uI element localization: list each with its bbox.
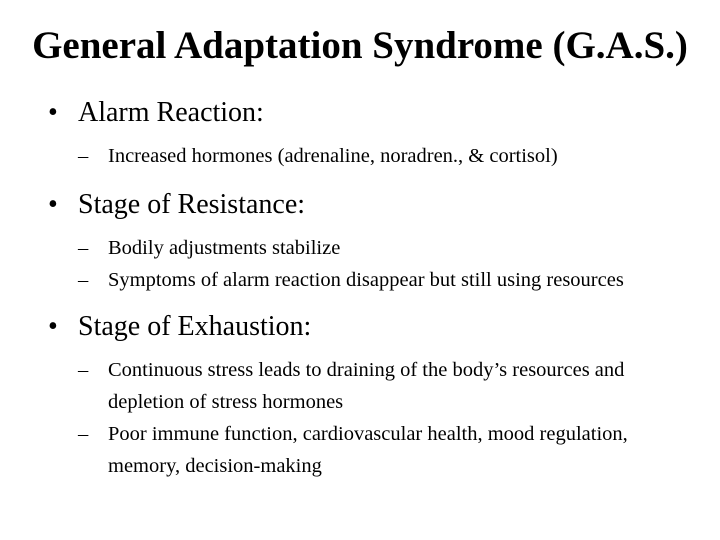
bullet-icon: • [48,311,58,342]
bullet-item [48,186,678,224]
sub-item [78,140,678,172]
sub-item [78,354,678,418]
dash-icon: – [78,145,89,167]
sub-list [78,140,678,172]
bullet-item [48,308,678,346]
section-alarm-reaction [48,94,678,172]
sub-list [78,232,678,296]
slide-title: General Adaptation Syndrome (G.A.S.) [32,24,688,67]
bullet-icon: • [48,97,58,128]
sub-item-text: Poor immune function, cardiovascular health, mood regulation, memory, decision-making [108,423,628,477]
sub-item [78,418,678,482]
dash-icon: – [78,237,89,259]
sub-item-text: Bodily adjustments stabilize [108,237,341,259]
dash-icon: – [78,359,89,381]
section-heading: Stage of Resistance: [78,189,306,220]
sub-item [78,232,678,264]
bullet-item [48,94,678,132]
sub-item-text: Increased hormones (adrenaline, noradren., & cortisol) [108,145,558,167]
section-heading: Alarm Reaction: [78,97,264,128]
sub-item [78,264,678,296]
sub-item-text: Continuous stress leads to draining of the body’s resources and depletion of stress hormones [108,359,625,413]
dash-icon: – [78,423,89,445]
section-heading: Stage of Exhaustion: [78,311,312,342]
sub-item-text: Symptoms of alarm reaction disappear but still using resources [108,269,624,291]
dash-icon: – [78,269,89,291]
sub-list [78,354,678,482]
bullet-icon: • [48,189,58,220]
slide-body [48,94,678,482]
section-stage-of-exhaustion [48,308,678,482]
section-stage-of-resistance [48,186,678,296]
